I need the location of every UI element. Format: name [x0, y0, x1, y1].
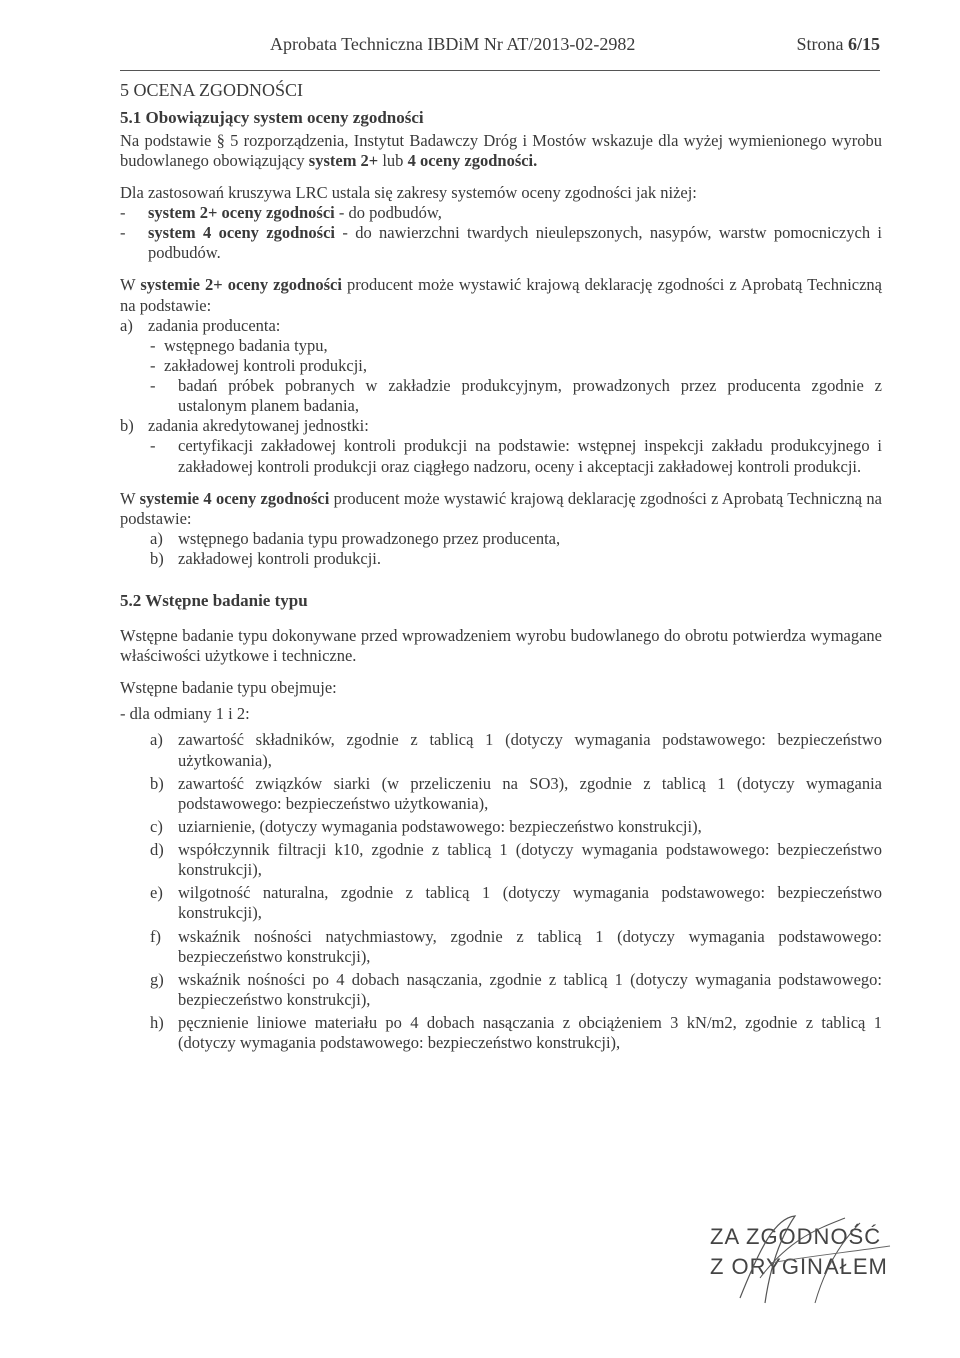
para1-text: Na podstawie § 5 rozporządzenia, Instytut Badawczy Dróg i Mostów wskazuje dla wyżej wymienionego wyrobu budowlanego obowiązujący — [120, 130, 882, 170]
list-item: - zakładowej kontroli produkcji, — [150, 355, 367, 375]
system-4-label: 4 oceny zgodności. — [407, 150, 538, 170]
section-5-1-para3 — [120, 275, 882, 315]
item-text: wskaźnik nośności po 4 dobach nasączania, zgodnie z tablicą 1 (dotyczy wymagania podstawowego: bezpieczeństwo konstrukcji), — [178, 969, 882, 1009]
certification-stamp — [700, 1208, 900, 1308]
para4-text: W — [120, 488, 140, 508]
item-label: d) — [150, 840, 164, 860]
item-label: b) — [120, 416, 134, 436]
stamp-line-1: ZA ZGODNOŚĆ — [710, 1224, 882, 1249]
page-number: 6/15 — [847, 34, 880, 54]
list-item — [150, 927, 882, 967]
para3-text: W — [120, 275, 141, 295]
list-item — [150, 529, 882, 549]
header-page-number — [796, 34, 880, 56]
para4-rest: producent może wystawić krajową deklarację zgodności z Aprobatą Techniczną na podstawie: — [120, 488, 882, 528]
list-item: - certyfikacji zakładowej kontroli produkcji na podstawie: wstępnej inspekcji zakładu produkcyjnego i zakładowej kontroli produkcji oraz ciągłego nadzoru, oceny i akceptacji zakładowej kontroli produkcji. — [150, 436, 882, 476]
item-label: h) — [150, 1013, 164, 1033]
stamp-line-2: Z ORYGINAŁEM — [710, 1254, 888, 1279]
page-content — [120, 80, 882, 1056]
item-label: b) — [150, 549, 164, 569]
list-item — [150, 883, 882, 923]
list-item — [120, 316, 882, 336]
item-label: a) — [150, 528, 163, 548]
header-title: Aprobata Techniczna IBDiM Nr AT/2013-02-2982 — [270, 34, 636, 54]
section-5-1-para1 — [120, 131, 882, 171]
bullet-bold: system 4 oceny zgodności — [148, 223, 336, 243]
handwritten-signature — [700, 1208, 900, 1308]
item-text: zadania producenta: — [148, 315, 281, 335]
item-label: a) — [120, 315, 133, 335]
section-5-1-heading: 5.1 Obowiązujący system oceny zgodności — [120, 107, 424, 127]
section-5-1-para4 — [120, 489, 882, 529]
item-text: zawartość składników, zgodnie z tablicą 1 (dotyczy wymagania podstawowego: bezpieczeństwo użytkowania), — [178, 730, 882, 770]
item-text: współczynnik filtracji k10, zgodnie z tablicą 1 (dotyczy wymagania podstawowego: bezpieczeństwo konstrukcji), — [178, 840, 882, 880]
section-5-heading: 5 OCENA ZGODNOŚCI — [120, 80, 304, 100]
list-item — [120, 416, 882, 436]
sublist — [120, 529, 882, 569]
item-text: wilgotność naturalna, zgodnie z tablicą 1 (dotyczy wymagania podstawowego: bezpieczeństwo konstrukcji), — [178, 883, 882, 923]
list-item: - system 4 oceny zgodności - do nawierzchni twardych nieulepszonych, nasypów, warstw pomocniczych i podbudów. — [120, 223, 883, 263]
item-label: a) — [150, 730, 163, 750]
section-5-1-para2: Dla zastosowań kruszywa LRC ustala się zakresy systemów oceny zgodności jak niżej: — [120, 182, 697, 202]
para1-connector: lub — [378, 150, 408, 170]
para3-rest: producent może wystawić krajową deklarację zgodności z Aprobatą Techniczną na podstawie: — [120, 275, 882, 315]
page-prefix: Strona — [796, 34, 848, 54]
requirements-list — [120, 730, 882, 1053]
item-text: zadania akredytowanej jednostki: — [148, 416, 369, 436]
item-text: pęcznienie liniowe materiału po 4 dobach nasączania z obciążeniem 3 kN/m2, zgodnie z tablicą 1 (dotyczy wymagania podstawowego: bezpieczeństwo konstrukcji), — [178, 1013, 882, 1053]
list-item — [150, 817, 882, 837]
item-text: zakładowej kontroli produkcji, — [164, 355, 367, 375]
variant-label: - dla odmiany 1 i 2: — [120, 704, 250, 724]
para4-bold: systemie 4 oceny zgodności — [139, 488, 330, 508]
item-text: zakładowej kontroli produkcji. — [178, 549, 381, 569]
section-5-2-para1: Wstępne badanie typu dokonywane przed wprowadzeniem wyrobu budowlanego do obrotu potwierdza wymagane właściwości użytkowe i techniczne. — [120, 625, 882, 666]
list-item — [150, 1013, 882, 1053]
item-text: uziarnienie, (dotyczy wymagania podstawowego: bezpieczeństwo konstrukcji), — [178, 816, 702, 836]
item-text: badań próbek pobranych w zakładzie produkcyjnym, prowadzonych przez producenta zgodnie z ustalonym planem badania, — [178, 376, 882, 416]
header-rule — [120, 70, 880, 71]
list-item: - system 2+ oceny zgodności - do podbudów, — [120, 203, 442, 223]
section-5-2-para2: Wstępne badanie typu obejmuje: — [120, 678, 337, 698]
section-5-2-heading: 5.2 Wstępne badanie typu — [120, 591, 308, 611]
system-2plus-label: system 2+ — [308, 150, 379, 170]
bullet-text: - do nawierzchni twardych nieulepszonych, nasypów, warstw pomocniczych i podbudów. — [148, 223, 883, 263]
list-item: - badań próbek pobranych w zakładzie produkcyjnym, prowadzonych przez producenta zgodnie z ustalonym planem badania, — [150, 376, 882, 416]
item-text: zawartość związków siarki (w przeliczeniu na SO3), zgodnie z tablicą 1 (dotyczy wymagania podstawowego: bezpieczeństwo użytkowania), — [178, 773, 882, 813]
list-item — [150, 970, 882, 1010]
item-text: wstępnego badania typu prowadzonego przez producenta, — [178, 528, 561, 548]
list-item: - wstępnego badania typu, — [150, 335, 328, 355]
item-text: certyfikacji zakładowej kontroli produkcji na podstawie: wstępnej inspekcji zakładu produkcyjnego i zakładowej kontroli produkcji oraz ciągłego nadzoru, oceny i akceptacji zakładowej kontroli produkcji. — [178, 436, 882, 476]
sublist — [120, 436, 882, 476]
item-label: e) — [150, 883, 163, 903]
item-text: wskaźnik nośności natychmiastowy, zgodnie z tablicą 1 (dotyczy wymagania podstawowego: bezpieczeństwo konstrukcji), — [178, 926, 882, 966]
list-item — [150, 774, 882, 814]
bullet-bold: system 2+ oceny zgodności — [148, 203, 335, 223]
item-text: wstępnego badania typu, — [164, 335, 328, 355]
list-item — [150, 840, 882, 880]
item-label: c) — [150, 816, 163, 836]
page-header — [120, 30, 880, 74]
item-label: f) — [150, 926, 161, 946]
bullet-text: - do podbudów, — [334, 203, 442, 223]
item-label: b) — [150, 773, 164, 793]
item-label: g) — [150, 969, 164, 989]
para3-bold: systemie 2+ oceny zgodności — [140, 275, 342, 295]
list-item — [150, 549, 882, 569]
sublist — [120, 336, 882, 417]
list-item — [150, 730, 882, 770]
